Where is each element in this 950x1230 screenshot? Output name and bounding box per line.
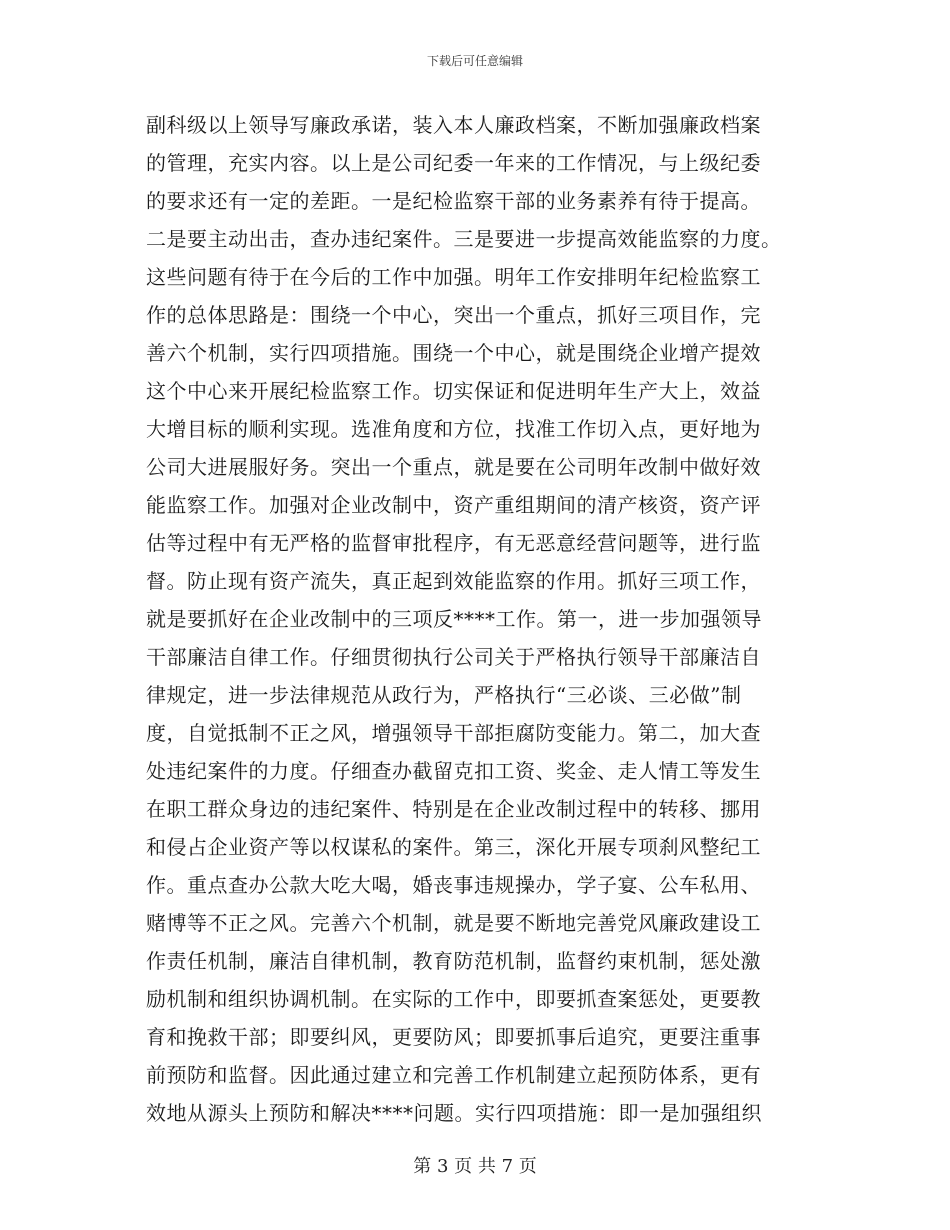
body-line: 公司大进展服好务。突出一个重点，就是要在公司明年改制中做好效 [146,455,761,479]
body-line: 督。防止现有资产流失，真正起到效能监察的作用。抓好三项工作， [146,569,761,593]
body-line: 在职工群众身边的违纪案件、特别是在企业改制过程中的转移、挪用 [146,797,761,821]
body-line: 副科级以上领导写廉政承诺，装入本人廉政档案，不断加强廉政档案 [146,113,761,137]
body-line: 的管理，充实内容。以上是公司纪委一年来的工作情况，与上级纪委 [146,151,761,175]
body-line: 效地从源头上预防和解决****问题。实行四项措施：即一是加强组织 [146,1101,762,1125]
body-line: 作。重点查办公款大吃大喝，婚丧事违规操办，学子宴、公车私用、 [146,873,761,897]
body-line: 度，自觉抵制不正之风，增强领导干部拒腐防变能力。第二，加大查 [146,721,761,745]
body-line: 二是要主动出击，查办违纪案件。三是要进一步提高效能监察的力度。 [146,227,782,251]
body-line: 律规定，进一步法律规范从政行为，严格执行“三必谈、三必做”制 [146,683,742,707]
body-line: 前预防和监督。因此通过建立和完善工作机制建立起预防体系，更有 [146,1063,761,1087]
body-line: 这些问题有待于在今后的工作中加强。明年工作安排明年纪检监察工 [146,265,761,289]
page-header: 下载后可任意编辑 [426,54,523,68]
body-line: 干部廉洁自律工作。仔细贯彻执行公司关于严格执行领导干部廉洁自 [146,645,761,669]
body-line: 作责任机制，廉洁自律机制，教育防范机制，监督约束机制，惩处激 [146,949,761,973]
document-body [146,106,826,1132]
body-line: 这个中心来开展纪检监察工作。切实保证和促进明年生产大上，效益 [146,379,761,403]
body-line: 能监察工作。加强对企业改制中，资产重组期间的清产核资，资产评 [146,493,761,517]
body-line: 赌博等不正之风。完善六个机制，就是要不断地完善党风廉政建设工 [146,911,761,935]
body-line: 育和挽救干部；即要纠风，更要防风；即要抓事后追究，更要注重事 [146,1025,761,1049]
body-line: 善六个机制，实行四项措施。围绕一个中心，就是围绕企业增产提效 [146,341,761,365]
body-line: 和侵占企业资产等以权谋私的案件。第三，深化开展专项刹风整纪工 [146,835,761,859]
body-line: 处违纪案件的力度。仔细查办截留克扣工资、奖金、走人情工等发生 [146,759,761,783]
body-line: 估等过程中有无严格的监督审批程序，有无恶意经营问题等，进行监 [146,531,761,555]
body-line: 作的总体思路是：围绕一个中心，突出一个重点，抓好三项目作，完 [146,303,761,327]
body-line: 大增目标的顺利实现。选准角度和方位，找准工作切入点，更好地为 [146,417,761,441]
body-line: 励机制和组织协调机制。在实际的工作中，即要抓查案惩处，更要教 [146,987,761,1011]
body-line: 的要求还有一定的差距。一是纪检监察干部的业务素养有待于提高。 [146,189,761,213]
body-line: 就是要抓好在企业改制中的三项反****工作。第一，进一步加强领导 [146,607,762,631]
page-number: 第 3 页 共 7 页 [413,1156,537,1177]
